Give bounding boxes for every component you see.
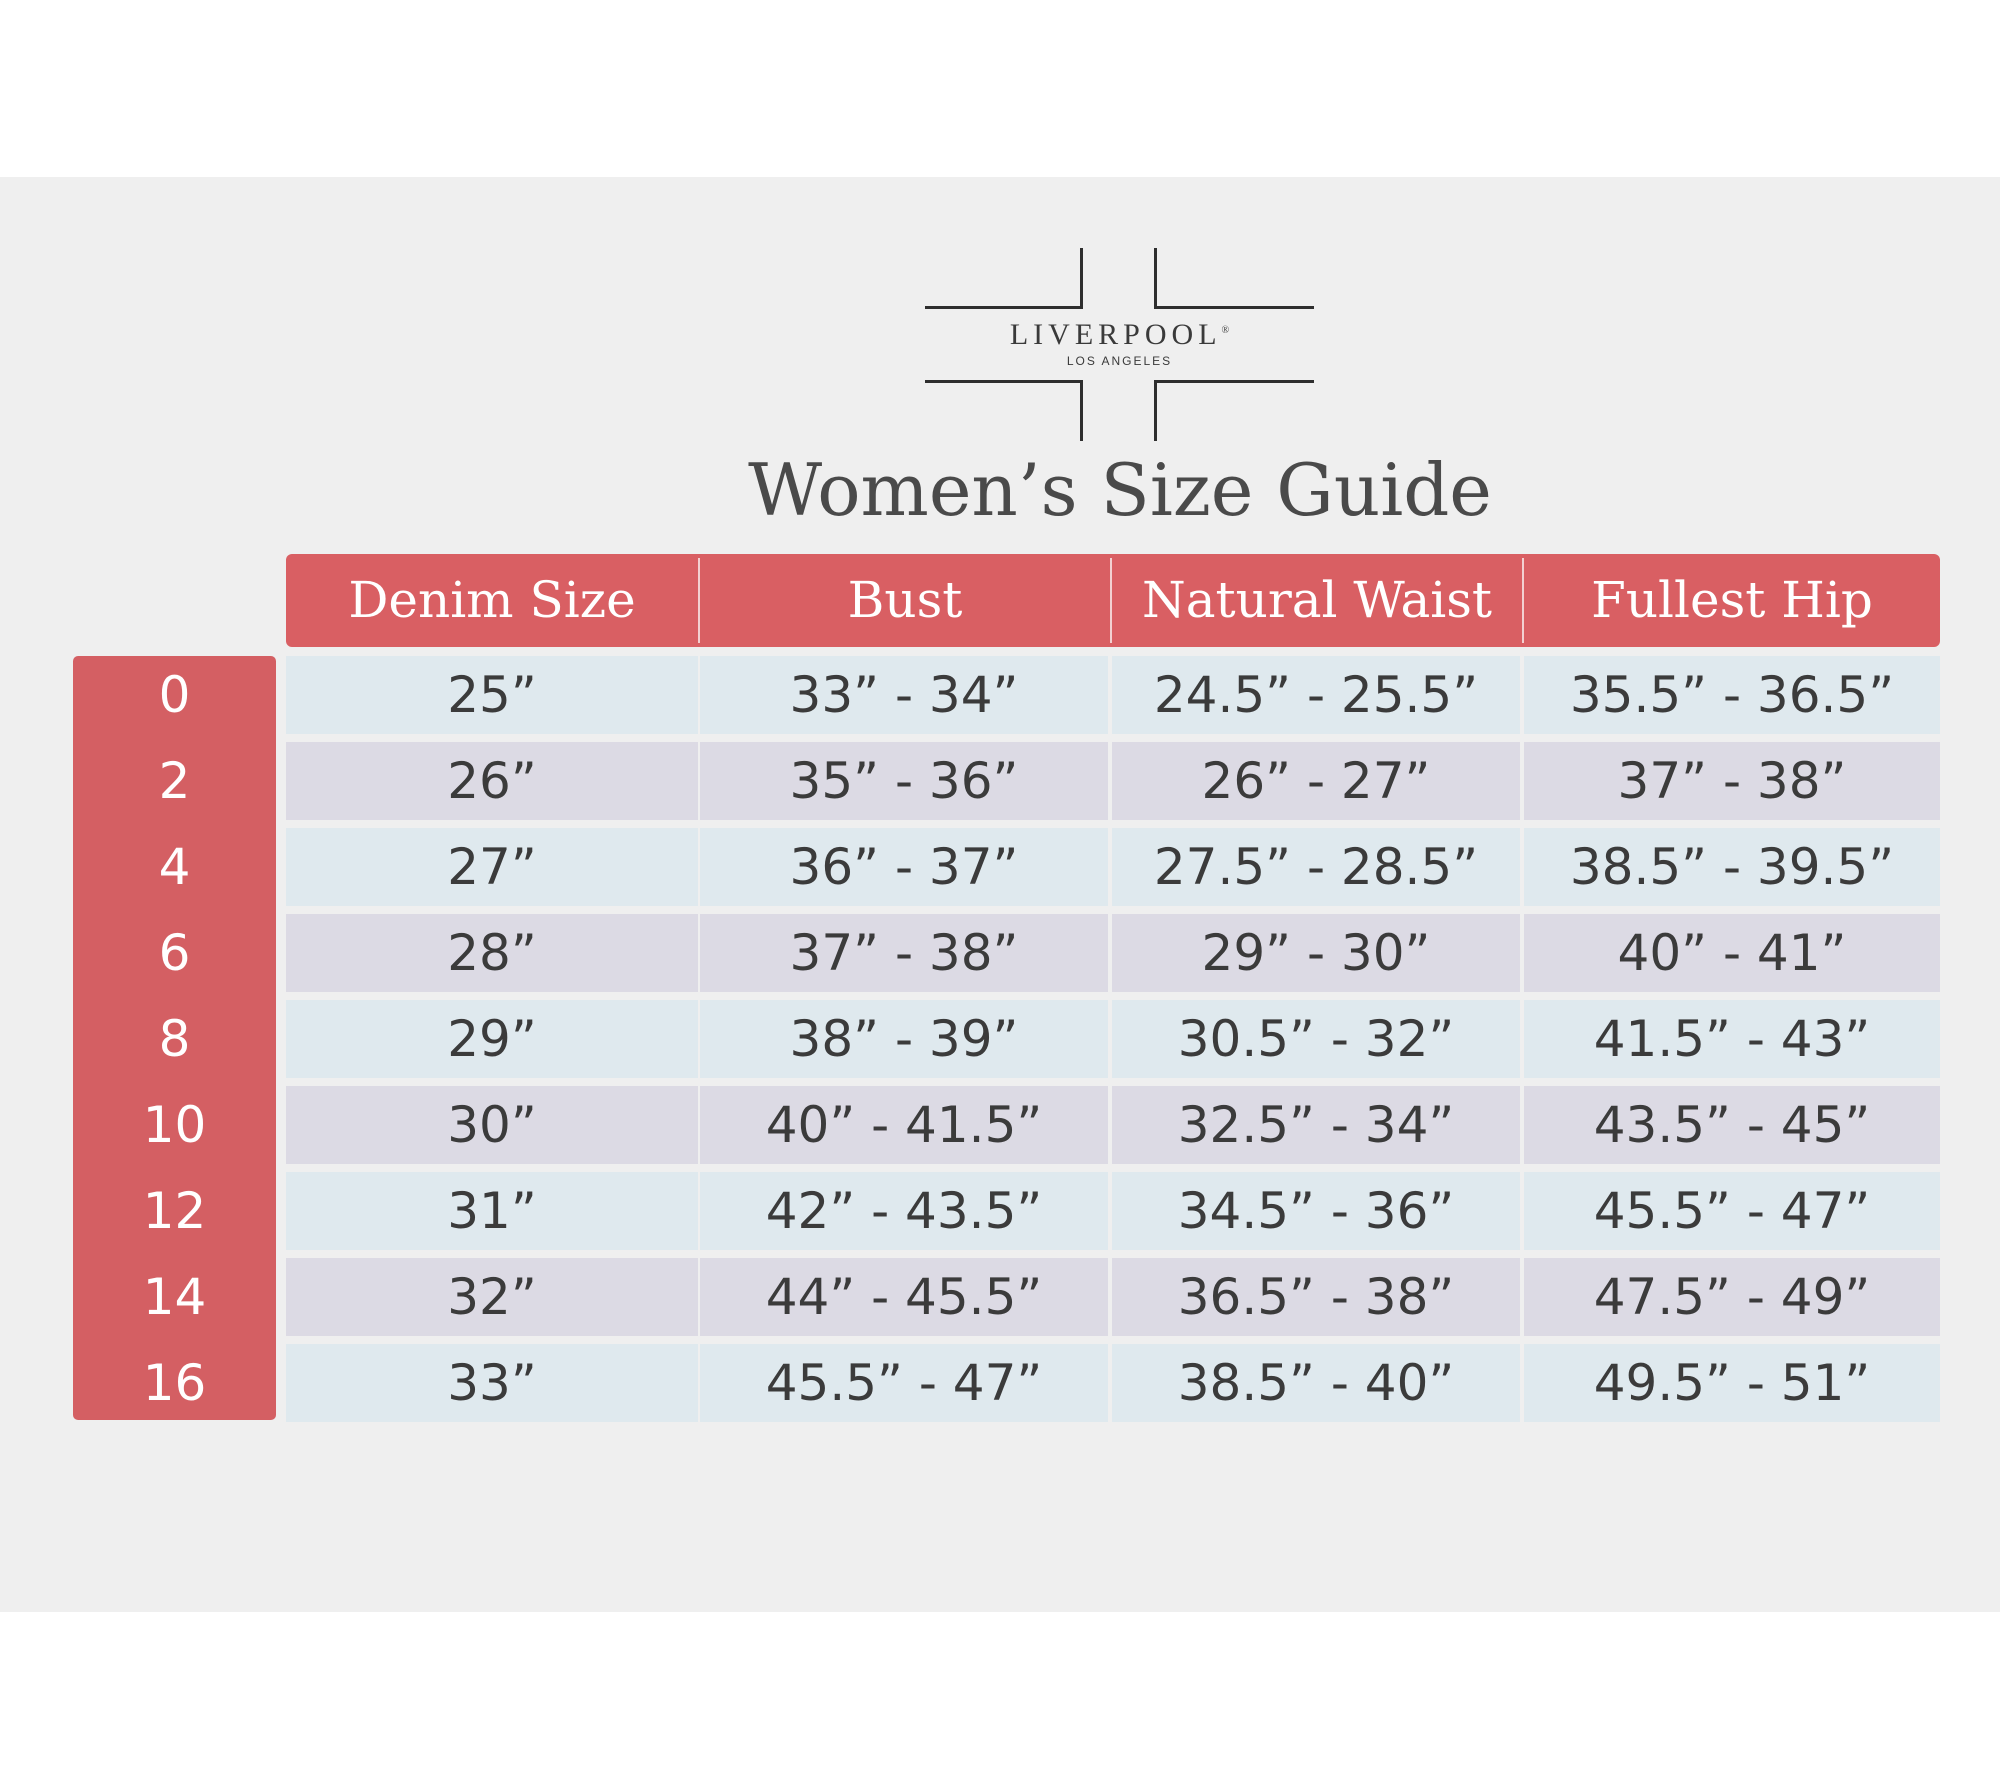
table-cell: 47.5” - 49” (1524, 1258, 1940, 1336)
table-cell: 26” - 27” (1112, 742, 1520, 820)
table-cell: 25” (286, 656, 698, 734)
table-cell: 38” - 39” (700, 1000, 1108, 1078)
table-cell: 33” - 34” (700, 656, 1108, 734)
table-cell: 38.5” - 39.5” (1524, 828, 1940, 906)
table-cell: 24.5” - 25.5” (1112, 656, 1520, 734)
table-cell: 42” - 43.5” (700, 1172, 1108, 1250)
table-cell: 35” - 36” (700, 742, 1108, 820)
table-cell: 36” - 37” (700, 828, 1108, 906)
table-cell: 38.5” - 40” (1112, 1344, 1520, 1422)
table-cell: 28” (286, 914, 698, 992)
column-header-natural-waist: Natural Waist (1141, 571, 1493, 629)
table-cell: 43.5” - 45” (1524, 1086, 1940, 1164)
size-label: 16 (142, 1354, 207, 1412)
table-header-row (286, 554, 1940, 647)
column-header-fullest-hip: Fullest Hip (1591, 571, 1873, 629)
table-cell: 34.5” - 36” (1112, 1172, 1520, 1250)
table-cell: 30” (286, 1086, 698, 1164)
logo-subtitle: LOS ANGELES (1066, 354, 1173, 368)
table-cell: 30.5” - 32” (1112, 1000, 1520, 1078)
table-cell: 45.5” - 47” (1524, 1172, 1940, 1250)
table-cell: 32.5” - 34” (1112, 1086, 1520, 1164)
column-header-bust: Bust (847, 571, 963, 629)
size-label: 4 (158, 838, 191, 896)
table-cell: 36.5” - 38” (1112, 1258, 1520, 1336)
table-cell: 44” - 45.5” (700, 1258, 1108, 1336)
size-label: 0 (158, 666, 191, 724)
table-cell: 41.5” - 43” (1524, 1000, 1940, 1078)
table-cell: 27.5” - 28.5” (1112, 828, 1520, 906)
size-column (73, 656, 276, 1420)
table-cell: 37” - 38” (700, 914, 1108, 992)
column-header-denim-size: Denim Size (348, 571, 636, 629)
table-cell: 29” (286, 1000, 698, 1078)
table-cell: 33” (286, 1344, 698, 1422)
table-cell: 49.5” - 51” (1524, 1344, 1940, 1422)
size-label: 12 (142, 1182, 207, 1240)
table-cell: 35.5” - 36.5” (1524, 656, 1940, 734)
size-label: 6 (158, 924, 191, 982)
table-cell: 40” - 41” (1524, 914, 1940, 992)
page-title: Women’s Size Guide (748, 448, 1492, 532)
table-cell: 40” - 41.5” (700, 1086, 1108, 1164)
table-cell: 31” (286, 1172, 698, 1250)
table-cell: 29” - 30” (1112, 914, 1520, 992)
size-label: 14 (142, 1268, 207, 1326)
table-cell: 27” (286, 828, 698, 906)
liverpool-logo (925, 248, 1314, 441)
table-cell: 45.5” - 47” (700, 1344, 1108, 1422)
size-label: 10 (142, 1096, 207, 1154)
table-cell: 26” (286, 742, 698, 820)
size-label: 8 (158, 1010, 191, 1068)
table-cell: 32” (286, 1258, 698, 1336)
size-label: 2 (158, 752, 191, 810)
logo-name: LIVERPOOL® (1009, 318, 1230, 351)
table-cell: 37” - 38” (1524, 742, 1940, 820)
